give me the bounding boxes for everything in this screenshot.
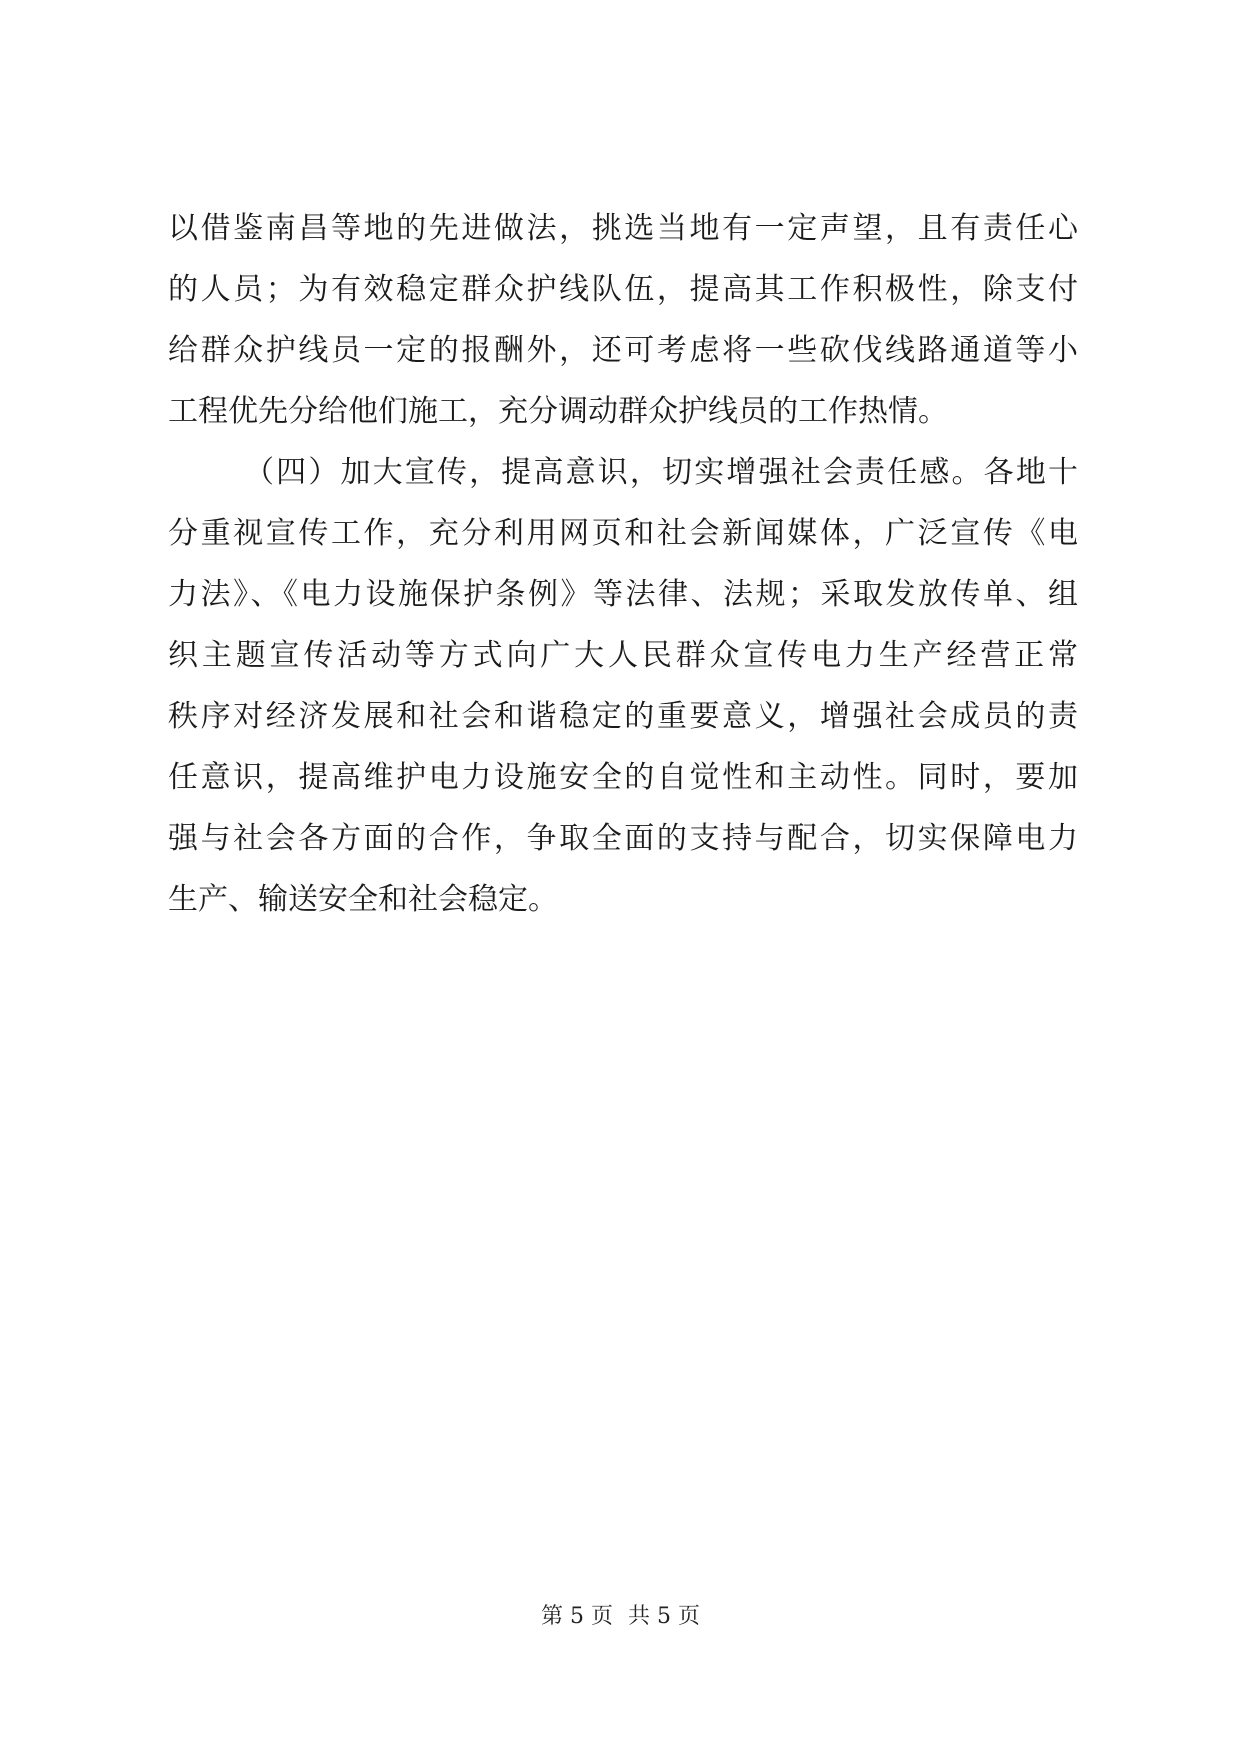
page-total: 共 5 页 xyxy=(628,1604,700,1629)
text-line: 的人员；为有效稳定群众护线队伍，提高其工作积极性，除支付 xyxy=(168,272,1078,307)
text-line: 分重视宣传工作，充分利用网页和社会新闻媒体，广泛宣传《电 xyxy=(168,516,1078,551)
text-line: 任意识，提高维护电力设施安全的自觉性和主动性。同时，要加 xyxy=(168,760,1078,795)
page-number: 第 5 页 xyxy=(541,1604,613,1629)
paragraph-2 xyxy=(168,442,1078,930)
page-footer xyxy=(0,1602,1241,1632)
text-line: 工程优先分给他们施工，充分调动群众护线员的工作热情。 xyxy=(168,394,948,429)
paragraph-1 xyxy=(168,198,1078,442)
text-line: 给群众护线员一定的报酬外，还可考虑将一些砍伐线路通道等小 xyxy=(168,333,1078,368)
text-line: 秩序对经济发展和社会和谐稳定的重要意义，增强社会成员的责 xyxy=(168,699,1078,734)
text-line: （四）加大宣传，提高意识，切实增强社会责任感。各地十 xyxy=(244,455,1078,490)
text-line: 强与社会各方面的合作，争取全面的支持与配合，切实保障电力 xyxy=(168,821,1078,856)
text-line: 以借鉴南昌等地的先进做法，挑选当地有一定声望，且有责任心 xyxy=(168,211,1078,246)
text-line: 织主题宣传活动等方式向广大人民群众宣传电力生产经营正常 xyxy=(168,638,1078,673)
text-line: 生产、输送安全和社会稳定。 xyxy=(168,882,558,917)
body-text xyxy=(168,198,1078,930)
text-line: 力法》、《电力设施保护条例》等法律、法规；采取发放传单、组 xyxy=(168,577,1078,612)
